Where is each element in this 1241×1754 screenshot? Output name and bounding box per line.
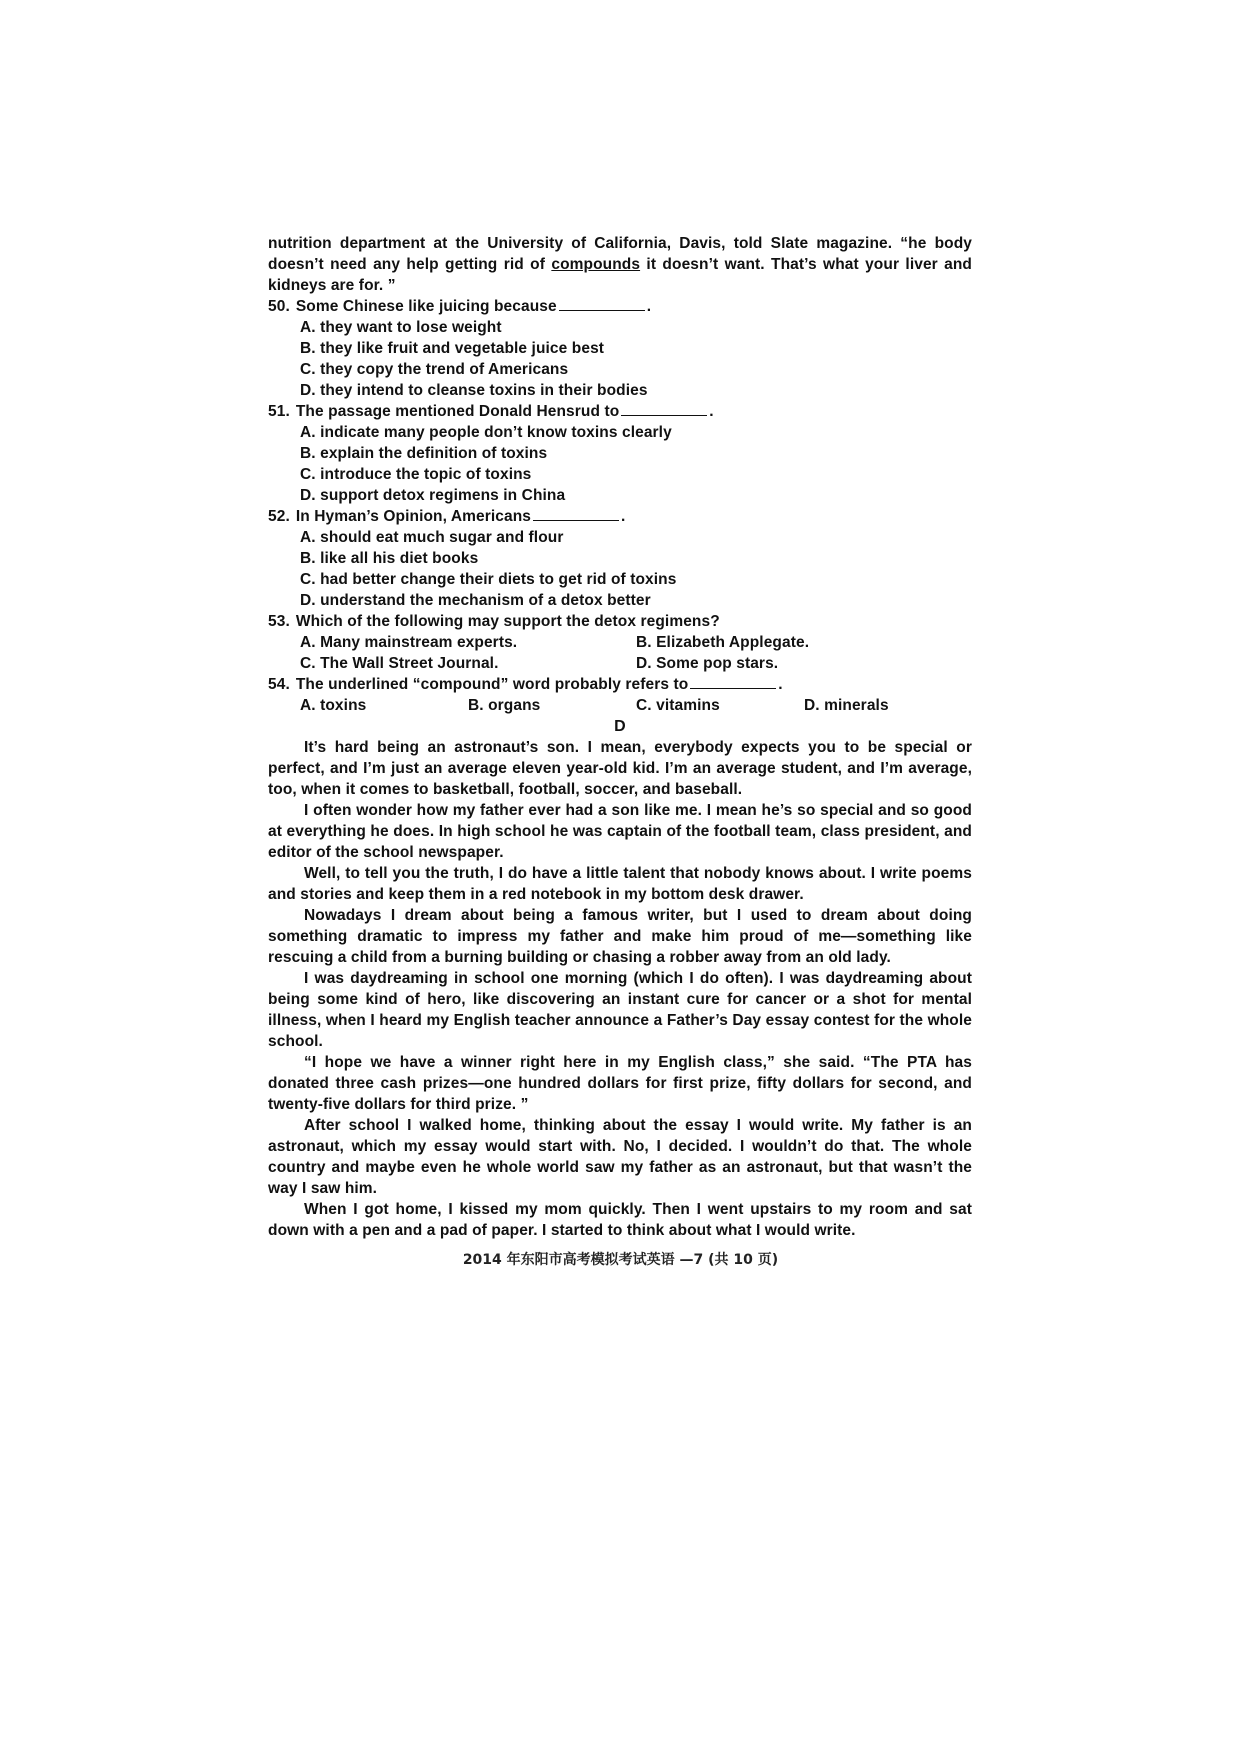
passage-paragraph: After school I walked home, thinking about the essay I would write. My father is an astronaut, which my essay would start with. No, I decided. I wouldn’t do that. The whole country and maybe even he whole world saw my father as an astronaut, but that wasn’t the way I saw him. [268,1117,972,1197]
question-stem: Some Chinese like juicing because [295,298,557,315]
question-stem: Which of the following may support the detox regimens? [295,613,720,630]
option-b: B. like all his diet books [300,550,479,567]
question-number: 53. [268,613,290,630]
question-51 [268,401,972,422]
passage-paragraph: Nowadays I dream about being a famous writer, but I used to dream about doing something dramatic to impress my father and make him proud of me—something like rescuing a child from a burning building or chasing a robber away from an old lady. [268,907,972,966]
answer-blank [621,401,707,416]
intro-text-start: nutrition department at the University of California, Davis, told Slate magazine. “he body doesn’t need any help getting rid of [268,235,972,273]
question-stem: In Hyman’s Opinion, Americans [295,508,532,525]
question-stem: The passage mentioned Donald Hensrud to [295,403,620,420]
option-d: D. they intend to cleanse toxins in their bodies [300,382,648,399]
option-c: C. introduce the topic of toxins [300,466,532,483]
option-a: A. toxins [300,697,367,714]
passage-paragraph: Well, to tell you the truth, I do have a little talent that nobody knows about. I write poems and stories and keep them in a red notebook in my bottom desk drawer. [268,865,972,903]
option-b: B. organs [468,697,541,714]
option-d: D. Some pop stars. [636,655,779,672]
exam-page [268,233,972,1241]
options-row [268,695,972,716]
option-c: C. had better change their diets to get rid of toxins [300,571,677,588]
intro-text-end: it doesn’t want. That’s what your liver and kidneys are for. ” [268,256,973,294]
question-end: . [778,676,783,693]
question-53 [268,611,972,632]
options-row [268,632,972,653]
option-a: A. Many mainstream experts. [300,634,518,651]
question-end: . [709,403,714,420]
answer-blank [690,674,776,689]
answer-blank [559,296,645,311]
option-c: C. they copy the trend of Americans [300,361,569,378]
option-b: B. they like fruit and vegetable juice best [300,340,605,357]
passage-paragraph: I often wonder how my father ever had a son like me. I mean he’s so special and so good at everything he does. In high school he was captain of the football team, class president, and editor of the school newspaper. [268,802,972,861]
option-c: C. vitamins [636,697,720,714]
option-a: A. should eat much sugar and flour [300,529,564,546]
section-heading: D [614,718,626,735]
page-footer: 2014 年东阳市高考模拟考试英语 —7 (共 10 页) [462,1252,779,1268]
question-50 [268,296,972,317]
passage-paragraph: “I hope we have a winner right here in my English class,” she said. “The PTA has donated three cash prizes—one hundred dollars for first prize, fifty dollars for second, and twenty-five dollars for third prize. ” [268,1054,972,1113]
option-b: B. Elizabeth Applegate. [636,634,810,651]
option-b: B. explain the definition of toxins [300,445,548,462]
option-d: D. understand the mechanism of a detox better [300,592,651,609]
passage-paragraph: I was daydreaming in school one morning (which I do often). I was daydreaming about being some kind of hero, like discovering an instant cure for cancer or a shot for mental illness, when I heard my English teacher announce a Father’s Day essay contest for the whole school. [268,970,972,1050]
options-row [268,653,972,674]
question-number: 51. [268,403,290,420]
option-a: A. they want to lose weight [300,319,502,336]
passage-paragraph: When I got home, I kissed my mom quickly. Then I went upstairs to my room and sat down with a pen and a pad of paper. I started to think about what I would write. [268,1201,972,1239]
underlined-word: compounds [551,256,641,273]
answer-blank [533,506,619,521]
option-a: A. indicate many people don’t know toxins clearly [300,424,672,441]
question-number: 50. [268,298,290,315]
question-stem: The underlined “compound” word probably refers to [295,676,689,693]
option-d: D. minerals [804,697,889,714]
question-end: . [646,298,652,315]
question-54 [268,674,972,695]
passage-paragraph: It’s hard being an astronaut’s son. I mean, everybody expects you to be special or perfect, and I’m just an average eleven year-old kid. I’m an average student, and I’m average, too, when it comes to basketball, football, soccer, and baseball. [268,739,972,798]
question-52 [268,506,972,527]
question-end: . [621,508,626,525]
option-d: D. support detox regimens in China [300,487,566,504]
question-number: 52. [268,508,290,525]
question-number: 54. [268,676,290,693]
intro-paragraph [268,233,972,296]
option-c: C. The Wall Street Journal. [300,655,499,672]
